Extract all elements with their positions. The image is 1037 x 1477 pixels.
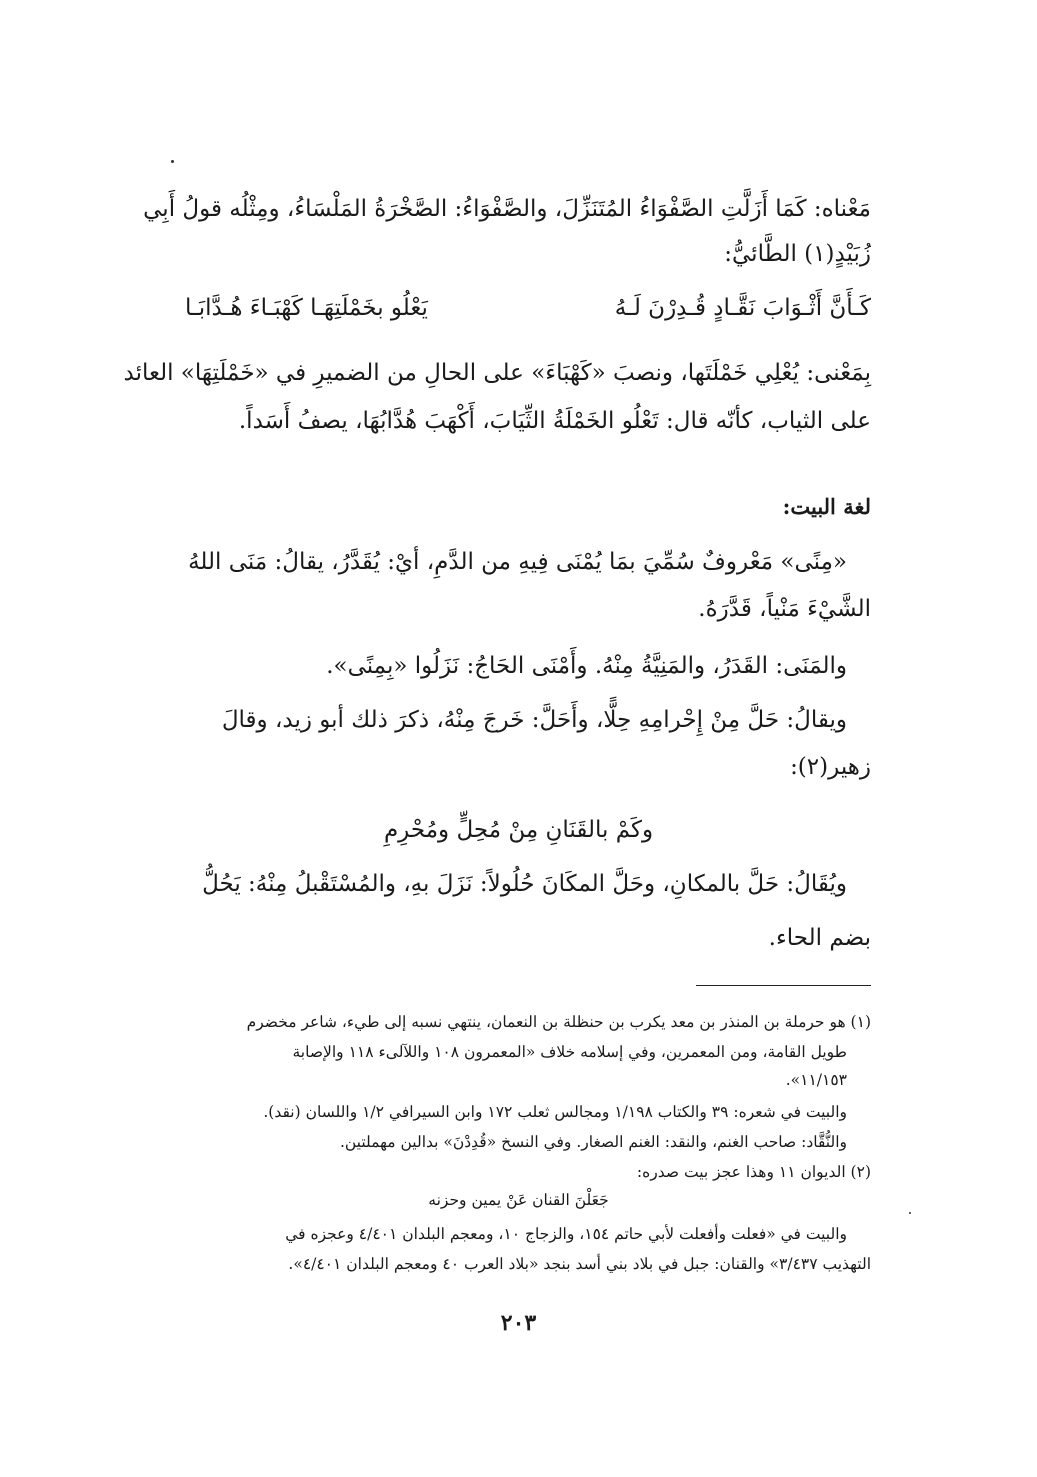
footnote-line: طويل القامة، ومن المعمرين، وفي إسلامه خلاف «المعمرون ١٠٨ واللآلىء ١١٨ والإصابة: [292, 1043, 847, 1061]
scan-speck: [909, 1212, 911, 1214]
body-line: بضم الحاء.: [768, 925, 871, 951]
body-line: بِمَعْنى: يُعْلِي خَمْلَتَها، ونصبَ «كَهْبَاءَ» على الحالِ من الضميرِ في «خَمْلَتِهَا» العائد: [123, 360, 871, 386]
body-line: ويُقَالُ: حَلَّ بالمكانِ، وحَلَّ المكَانَ حُلُولاً: نَزَلَ بهِ، والمُسْتَقْبلُ مِنْهُ: يَحُلُّ: [202, 871, 847, 897]
body-line: الشَّيْءَ مَنْياً، قَدَّرَهُ.: [698, 596, 871, 622]
body-line: على الثياب، كأنّه قال: تَعْلُو الخَمْلَةُ الثِّيَابَ، أَكْهَبَ هُدَّابُهَا، يصفُ أَسَداً.: [238, 408, 871, 434]
scan-speck: [171, 160, 174, 163]
footnote-line: والبيت في «فعلت وأفعلت لأبي حاتم ١٥٤، والزجاج ١٠، ومعجم البلدان ٤/٤٠١ وعجزه في: [285, 1225, 847, 1243]
verse-line: وكَمْ بالقَنَانِ مِنْ مُحِلٍّ ومُحْرِمِ: [383, 817, 654, 843]
body-line: ويقالُ: حَلَّ مِنْ إِحْرامِهِ حِلًّا، وأَحَلَّ: خَرجَ مِنْهُ، ذكرَ ذلك أبو زيد، وقالَ: [221, 707, 847, 733]
body-line: «مِنًى» مَعْروفٌ سُمِّيَ بمَا يُمْنَى فِيهِ من الدَّمِ، أيْ: يُقَدَّرُ، يقالُ: مَنَى اللهُ: [188, 549, 847, 575]
body-line: مَعْناه: كَمَا أَزَلَّتِ الصَّفْوَاءُ المُتَنَزِّلَ، والصَّفْوَاءُ: الصَّخْرَةُ المَلْسَاءُ، ومِثْلُه قولُ أَبِي: [143, 196, 871, 222]
footnote-separator: [696, 985, 871, 986]
body-line: والمَنَى: القَدَرُ، والمَنِيَّةُ مِنْهُ. وأَمْنَى الحَاجُ: نَزَلُوا «بِمِنًى».: [326, 653, 847, 679]
section-heading: لغة البيت:: [782, 494, 871, 519]
footnote-line: ١١/١٥٣».: [785, 1071, 847, 1089]
verse-hemistich-first: كَـأَنَّ أَثْـوَابَ نَقَّـادٍ قُـدِرْنَ لَـهُ: [614, 295, 871, 321]
footnote-line: التهذيب ٣/٤٣٧» والقنان: جبل في بلاد بني أسد بنجد «بلاد العرب ٤٠ ومعجم البلدان ٤/٤٠١».: [288, 1255, 871, 1273]
body-line: زهير(٢):: [790, 754, 871, 780]
verse-hemistich-second: يَعْلُو بخَمْلَتِهَـا كَهْبَـاءَ هُـدَّابَـا: [185, 295, 428, 321]
page-number: ٢٠٣: [500, 1310, 537, 1336]
footnote-verse: جَعَلْنَ القنان عَنْ يمين وحزنه: [428, 1191, 609, 1209]
footnote-line: والنُّقَّاد: صاحب الغنم، والنقد: الغنم الصغار. وفي النسخ «قُدِدْنَ» بدالين مهملتين.: [339, 1133, 847, 1151]
footnote-line: والبيت في شعره: ٣٩ والكتاب ١/١٩٨ ومجالس ثعلب ١٧٢ وابن السيرافي ١/٢ واللسان (نقد).: [263, 1103, 847, 1121]
footnote-line: (١) هو حرملة بن المنذر بن معد يكرب بن حنظلة بن النعمان، ينتهي نسبه إلى طيء، شاعر مخضرم: [246, 1013, 871, 1031]
body-line: زُبَيْدٍ(١) الطَّائيُّ:: [724, 241, 871, 267]
footnote-line: (٢) الديوان ١١ وهذا عجز بيت صدره:: [636, 1163, 871, 1181]
